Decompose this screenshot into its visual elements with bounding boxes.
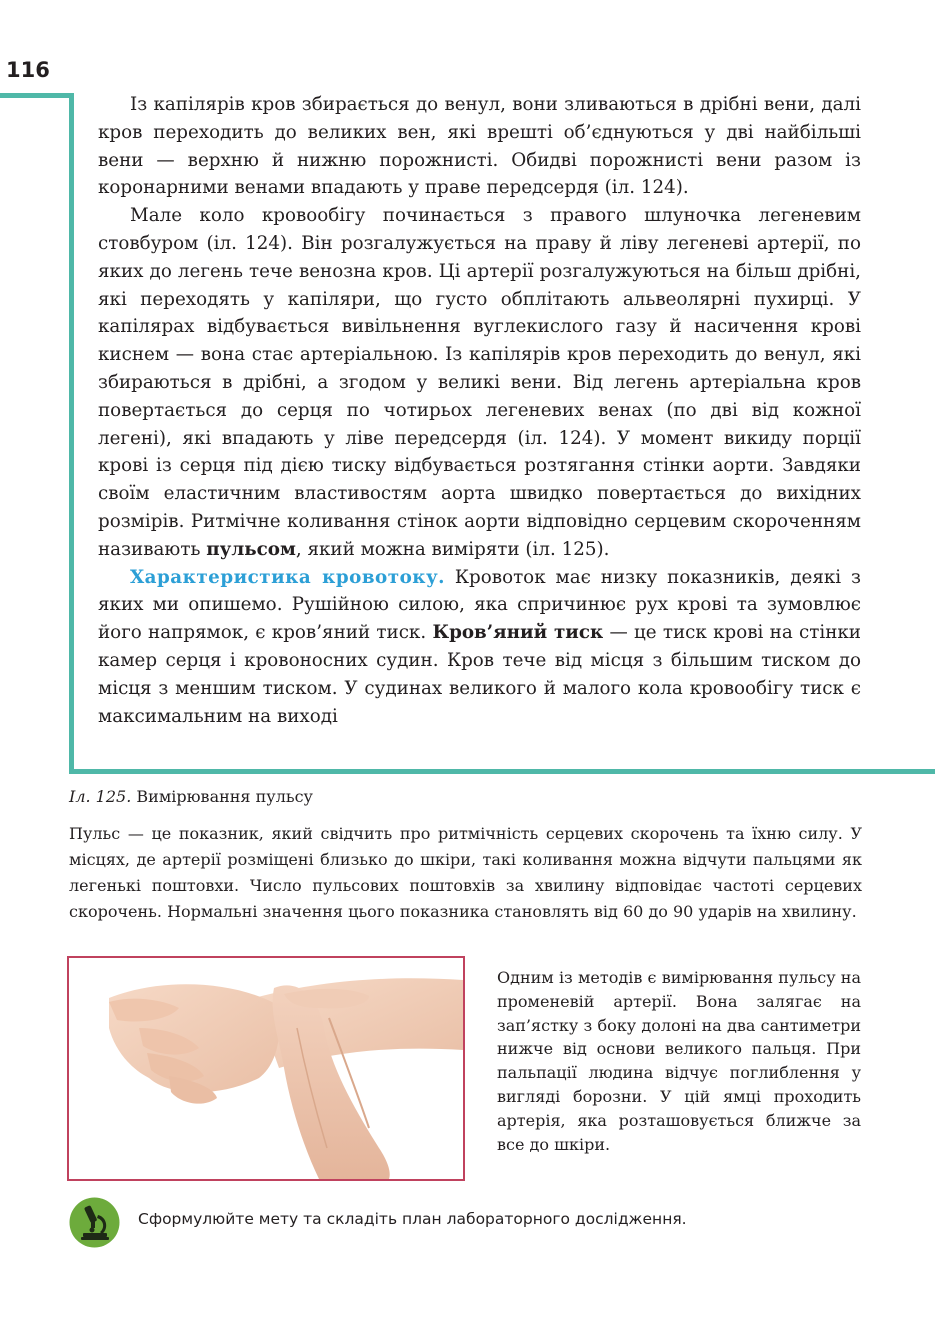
pulmonary-text-end: , який можна виміряти (іл. 125). bbox=[295, 538, 610, 560]
pulse-measurement-photo bbox=[67, 956, 465, 1181]
microscope-icon bbox=[69, 1197, 120, 1248]
frame-bottom-line bbox=[69, 769, 935, 774]
figure-caption bbox=[69, 787, 313, 806]
pulmonary-text: Мале коло кровообігу починається з правого шлуночка легеневим стовбуром (іл. 124). Він розгалужується на праву й ліву легеневі артерії, по яких до легень тече венозна кров. Ці артерії розгалужуються на більш дрібні, які переходять у капіляри, що густо обплітають альвеолярні пухирці. У капілярах відбувається вивільнення вуглекислого газу й насичення крові киснем — вона стає артеріальною. Із капілярів кров переходить до венул, які збираються в дрібні, а згодом у великі вени. Від легень артеріальна кров повертається до серця по чотирьох легеневих венах (по дві від кожної легені), які впадають у ліве передсердя (іл. 124). У момент викиду порції крові із серця під дією тиску відбувається розтягання стінки аорти. Завдяки своїм еластичним властивостям аорта швидко повертається до вихідних розмірів. Ритмічне коливання стінок аорти відповідно серцевим скороченням називають bbox=[98, 205, 861, 560]
paragraph-veins: Із капілярів кров збирається до венул, вони зливаються в дрібні вени, далі кров переходить до великих вен, які врешті об’єднуються у дві найбільші вени — верхню й нижню порожнисті. Обидві порожнисті вени разом із коронарними венами впадають у праве передсердя (іл. 124). bbox=[98, 94, 861, 199]
page-number: 116 bbox=[6, 58, 50, 82]
section-heading: Характеристика кровотоку. bbox=[130, 566, 446, 588]
term-blood-pressure: Кров’яний тиск bbox=[432, 622, 604, 644]
main-text-block bbox=[98, 91, 861, 730]
radial-artery-text: Одним із методів є вимірювання пульсу на променевій артерії. Вона залягає на зап’ястку з боку долоні на два сантиметри нижче від основи великого пальця. При пальпації людина відчує поглиблення у вигляді борозни. У цій ямці проходить артерія, яка розташовується ближче за все до шкіри. bbox=[497, 968, 861, 1154]
blood-flow-text-end: — це тиск крові на стінки камер серця і кровоносних судин. Кров тече від місця з більшим тиском до місця з меншим тиском. У судинах великого й малого кола кровообігу тиск є максимальним на виході bbox=[98, 622, 861, 727]
frame-top-line bbox=[0, 93, 74, 98]
paragraph-pulmonary-circulation bbox=[98, 202, 861, 563]
term-pulse: пульсом bbox=[206, 538, 296, 560]
caption-number: Іл. 125. bbox=[69, 787, 132, 806]
paragraph-blood-flow bbox=[98, 564, 861, 731]
lab-task-text: Сформулюйте мету та складіть план лабораторного дослідження. bbox=[138, 1210, 687, 1228]
blood-flow-text: Кровоток має низку показників, деякі з яких ми опишемо. Рушійною силою, яка спричинює рух крові та зумовлює його напрямок, є кров’яний тиск. bbox=[98, 566, 861, 644]
hands-illustration bbox=[69, 958, 463, 1179]
caption-text: Вимірювання пульсу bbox=[131, 787, 313, 806]
frame-left-line bbox=[69, 93, 74, 774]
pulse-description: Пульс — це показник, який свідчить про ритмічність серцевих скорочень та їхню силу. У місцях, де артерії розміщені близько до шкіри, такі коливання можна відчути пальцями як легенькі поштовхи. Число пульсових поштовхів за хвилину відповідає частоті серцевих скорочень. Нормальні значення цього показника становлять від 60 до 90 ударів на хвилину. bbox=[69, 824, 862, 921]
